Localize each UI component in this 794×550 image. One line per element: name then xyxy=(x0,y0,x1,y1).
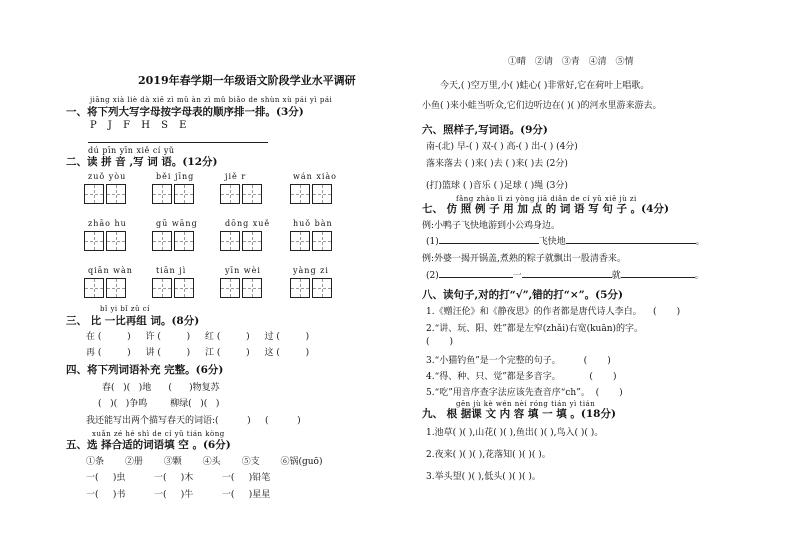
pinyin-label: jiě r xyxy=(225,172,247,181)
writing-grid[interactable] xyxy=(290,278,332,298)
s3-row-2: 再 ( ) 讲 ( ) 江 ( ) 这 ( ) xyxy=(86,348,310,358)
s7-example-2: 例:外婆一揭开锅盖,煮熟的粽子就飘出一股清香来。 xyxy=(422,254,626,264)
s6-row-1: 南-(北) 早-( ) 双-( ) 高-( ) 出-( ) (4分) xyxy=(426,142,578,152)
s4-line-2: ( )( )争鸣 柳绿( )( ) xyxy=(98,399,220,409)
s6-heading: 六、照样子,写词语。(9分) xyxy=(422,124,548,136)
s4-line-1: 春( )( )地 ( )物复苏 xyxy=(102,383,220,393)
pinyin-label: yàng zi xyxy=(293,266,329,275)
pinyin-label: zhāo hu xyxy=(88,219,127,228)
s5-options: ①条 ②册 ③颗 ④头 ⑤支 ⑥锅(guō) xyxy=(86,457,323,467)
writing-grid[interactable] xyxy=(152,278,194,298)
s1-letters: P J F H S E xyxy=(90,120,191,131)
s8-heading: 八、读句子,对的打“√”,错的打“×”。(5分) xyxy=(422,289,623,301)
writing-grid[interactable] xyxy=(290,231,332,251)
writing-grid[interactable] xyxy=(152,184,194,204)
s7-q1[interactable]: (1) 飞快地 。 xyxy=(426,237,705,247)
s5-row-2: 一( )书 一( )牛 一( )星星 xyxy=(86,490,271,500)
writing-grid[interactable] xyxy=(84,231,126,251)
s1-answer-line[interactable] xyxy=(88,142,268,143)
s1-pinyin: jiāng xià liè dà xiě zì mǔ àn zì mǔ biǎo de shùn xù pái yì pái xyxy=(90,96,333,104)
s1-heading: 一、将下列大写字母按字母表的顺序排一排。(3分) xyxy=(66,106,304,118)
s7-heading: 七、 仿 照 例 子 用 加 点 的 词 语 写 句 子 。(4分) xyxy=(422,203,669,215)
s9-item: 3.举头望( )( ),低头( )( )( )。 xyxy=(426,472,541,482)
pinyin-label: běi jīng xyxy=(156,172,195,181)
s9-heading: 九、 根 据课 文 内 容 填 一 填 。(18分) xyxy=(422,408,616,420)
pinyin-label: dōng xuě xyxy=(225,219,271,228)
writing-grid[interactable] xyxy=(220,184,262,204)
s6-row-3: (打)篮球 ( )音乐 ( )足球 ( )绳 (3分) xyxy=(426,181,568,191)
pinyin-label: gū wāng xyxy=(156,219,198,228)
s5-pinyin: xuǎn zé hé shì de cí yǔ tián kòng xyxy=(92,430,225,438)
pinyin-label: qiān wàn xyxy=(88,266,133,275)
pinyin-label: tiān jì xyxy=(156,266,187,275)
fill-line-1: 今天,( )空万里,小( )蛙心( )非常好,它在荷叶上唱歌。 xyxy=(440,81,650,91)
s4-line-3: 我还能写出两个描写春天的词语:( ) ( ) xyxy=(86,416,301,426)
writing-grid[interactable] xyxy=(290,184,332,204)
s4-heading: 四、将下列词语补充 完整。(6分) xyxy=(66,364,224,376)
s8-item: 2.“讲、玩、阳、姓”都是左窄(zhǎi)右宽(kuān)的字。 xyxy=(426,324,644,334)
writing-grid[interactable] xyxy=(84,278,126,298)
s7-q2[interactable]: (2) 一 就 。 xyxy=(426,271,704,281)
s3-pinyin: bǐ yi bǐ zǔ cí xyxy=(100,305,150,313)
s9-pinyin: gēn jù kè wén nèi róng tián yì tián xyxy=(456,400,596,408)
s8-item: ( ) xyxy=(426,337,454,347)
s3-heading: 三、 比 一比再组 词。(8分) xyxy=(66,315,200,327)
s7-pinyin: fǎng zhào lì zi yòng jiā diǎn de cí yǔ xiě jù zi xyxy=(456,195,637,203)
s9-item: 2.夜来( )( )( ),花落知( )( )( )。 xyxy=(426,450,551,460)
pinyin-label: yīn wèi xyxy=(225,266,261,275)
pinyin-label: wán xiào xyxy=(293,172,337,181)
s7-example-1: 例:小鸭子飞快地游到小公鸡身边。 xyxy=(422,221,561,231)
writing-grid[interactable] xyxy=(220,278,262,298)
writing-grid[interactable] xyxy=(84,184,126,204)
s9-item: 1.池草( )( ),山花( )( ),鱼出( )( ),鸟入( )( )。 xyxy=(426,428,604,438)
page-title: 2019年春学期一年级语文阶段学业水平调研 xyxy=(138,74,356,87)
s5-row-1: 一( )虫 一( )木 一( )铅笔 xyxy=(86,473,271,483)
s2-pinyin: dú pīn yīn xiě cí yǔ xyxy=(88,146,175,155)
pinyin-label: zuǒ yòu xyxy=(88,172,127,181)
s8-item: 3.“小猫钓鱼”是一个完整的句子。 ( ) xyxy=(426,356,611,366)
s8-item: 1.《赠汪伦》和《静夜思》的作者都是唐代诗人李白。 ( ) xyxy=(426,307,681,317)
writing-grid[interactable] xyxy=(152,231,194,251)
s8-item: 4.“得、种、只、觉”都是多音字。 ( ) xyxy=(426,372,617,382)
s5-heading: 五、选 择合适的词语填 空 。(6分) xyxy=(66,439,231,451)
fill-line-2: 小鱼( )来小蛙当听众,它们边听边在( )( )的河水里游来游去。 xyxy=(422,101,662,111)
pinyin-label: huǒ bàn xyxy=(293,219,333,228)
s8-item: 5.“吃”用音序查字法应该先查音序“ch”。 ( ) xyxy=(426,388,623,398)
options-line: ①晴 ②请 ③青 ④清 ⑤情 xyxy=(508,57,634,67)
s2-heading: 二、读 拼 音 ,写 词 语。(12分) xyxy=(66,156,218,168)
writing-grid[interactable] xyxy=(220,231,262,251)
s6-row-2: 落来落去 ( )来( )去 ( )来( )去 (2分) xyxy=(426,159,568,169)
s3-row-1: 在 ( ) 许 ( ) 红 ( ) 过 ( ) xyxy=(86,332,310,342)
